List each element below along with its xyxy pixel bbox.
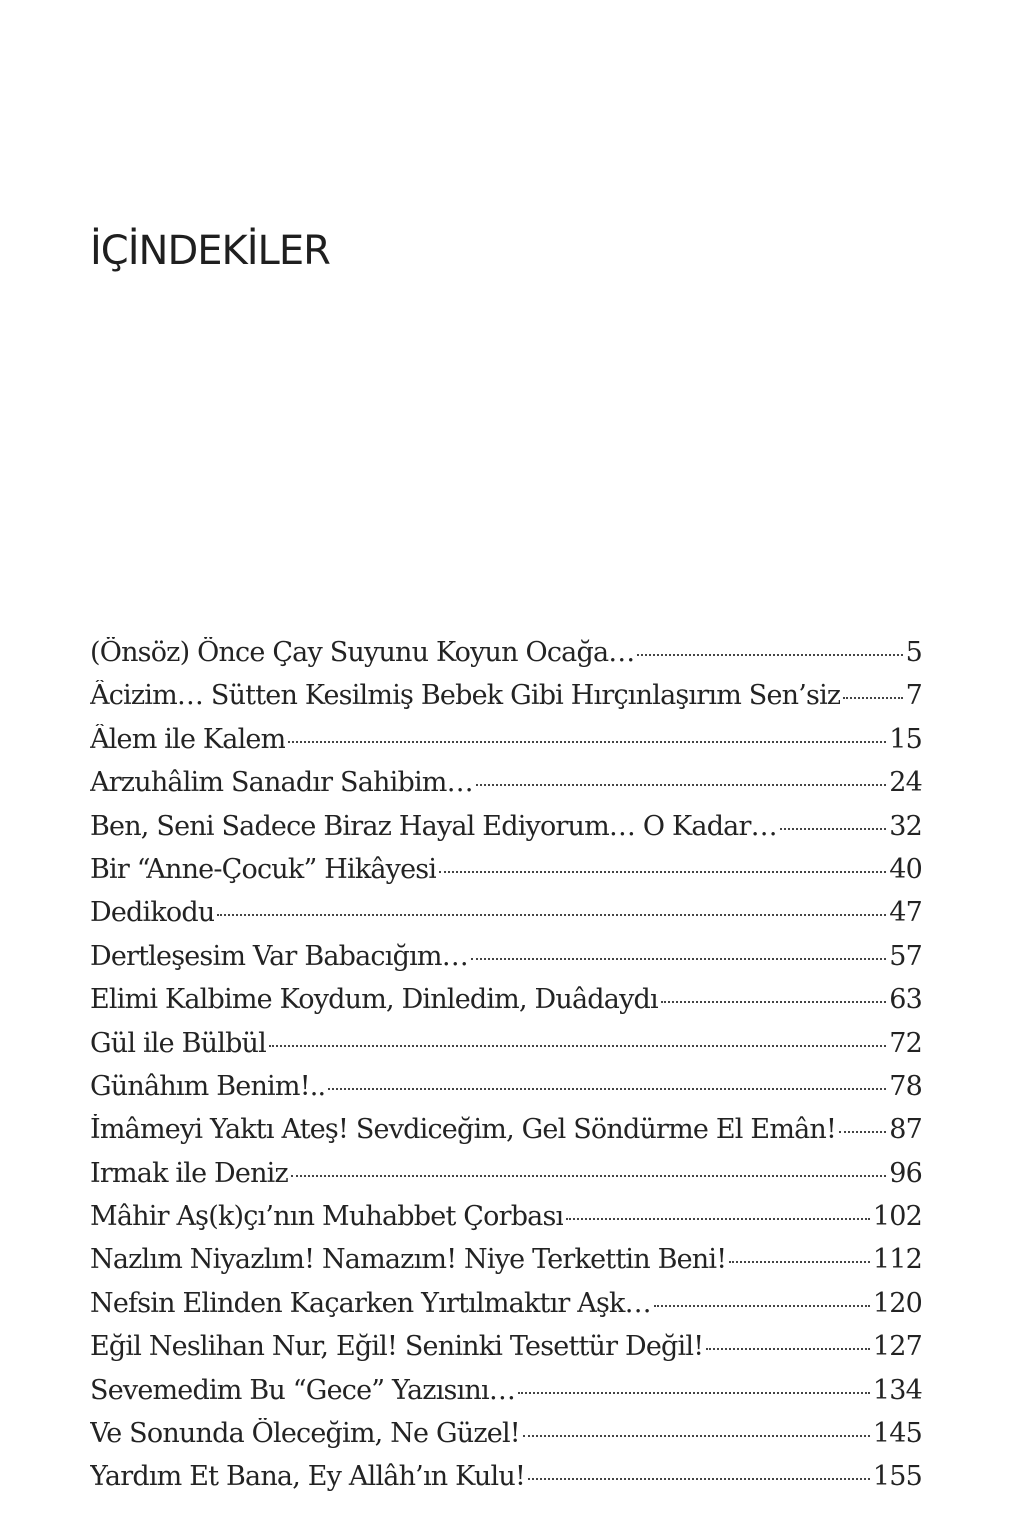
dot-leader [471,958,886,960]
toc-page-number: 127 [872,1331,922,1363]
toc-page-number: 63 [889,984,922,1016]
dot-leader [839,1131,886,1133]
dot-leader [637,654,902,656]
toc-entry [90,1201,922,1244]
dot-leader [843,697,902,699]
toc-entry [90,1244,922,1287]
dot-leader [217,914,886,916]
toc-page-number: 112 [872,1244,922,1276]
dot-leader [729,1261,870,1263]
toc-entry-title: Âlem ile Kalem [90,723,286,755]
toc-page-number: 47 [889,897,922,929]
toc-page-number: 40 [889,853,922,885]
toc-entry [90,941,922,984]
dot-leader [661,1001,886,1003]
page-title: İÇİNDEKİLER [90,228,330,274]
toc-entry-title: (Önsöz) Önce Çay Suyunu Koyun Ocağa… [90,637,635,668]
dot-leader [654,1305,870,1307]
dot-leader [476,784,886,786]
dot-leader [528,1478,870,1480]
toc-page-number: 145 [872,1418,922,1450]
toc-entry-title: Âcizim… Sütten Kesilmiş Bebek Gibi Hırçınlaşırım Sen’siz [90,680,841,712]
toc-entry-title: Arzuhâlim Sanadır Sahibim… [90,767,473,799]
toc-page-number: 102 [872,1201,922,1233]
toc-page-number: 87 [889,1114,922,1146]
toc-page-number: 72 [889,1027,922,1059]
toc-entry [90,680,922,723]
toc-entry [90,1331,922,1374]
toc-entry [90,1114,922,1157]
toc-entry-title: Mâhir Aş(k)çı’nın Muhabbet Çorbası [90,1201,564,1233]
toc-entry [90,897,922,940]
toc-entry-title: Dedikodu [90,897,215,929]
toc-entry [90,811,922,854]
toc-entry-title: Ben, Seni Sadece Biraz Hayal Ediyorum… O Kadar… [90,810,777,842]
toc-entry-title: Sevemedim Bu “Gece” Yazısını… [90,1374,516,1406]
toc-page-number: 5 [905,637,922,668]
toc-page-number: 7 [905,680,922,712]
toc-entry [90,724,922,767]
toc-entry-title: İmâmeyi Yaktı Ateş! Sevdiceğim, Gel Söndürme El Emân! [90,1114,837,1146]
toc-entry-title: Irmak ile Deniz [90,1157,288,1189]
dot-leader [566,1218,869,1220]
toc-entry-title: Ve Sonunda Öleceğim, Ne Güzel! [90,1418,520,1450]
toc-entry [90,854,922,897]
dot-leader [518,1392,870,1394]
toc-page-number: 57 [889,940,922,972]
toc-entry [90,767,922,810]
toc-entry [90,1288,922,1331]
toc-entry [90,1158,922,1201]
dot-leader [291,1175,886,1177]
toc-entry [90,1418,922,1461]
dot-leader [328,1088,886,1090]
toc-page-number: 32 [889,810,922,842]
toc-page-number: 15 [889,723,922,755]
toc-entry-title: Nefsin Elinden Kaçarken Yırtılmaktır Aşk… [90,1287,651,1319]
toc-entry-title: Nazlım Niyazlım! Namazım! Niye Terkettin Beni! [90,1244,727,1276]
table-of-contents [90,637,922,1505]
toc-entry-title: Elimi Kalbime Koydum, Dinledim, Duâdaydı [90,984,658,1016]
toc-page-number: 96 [889,1157,922,1189]
dot-leader [269,1045,886,1047]
toc-entry-title: Dertleşesim Var Babacığım… [90,940,468,972]
toc-page-number: 120 [872,1287,922,1319]
dot-leader [706,1348,870,1350]
dot-leader [288,741,886,743]
toc-entry [90,1071,922,1114]
dot-leader [780,828,886,830]
toc-page-number: 78 [889,1070,922,1102]
toc-entry-title: Yardım Et Bana, Ey Allâh’ın Kulu! [90,1461,525,1493]
toc-entry [90,637,922,680]
dot-leader [439,871,886,873]
toc-entry [90,984,922,1027]
toc-entry [90,1028,922,1071]
toc-entry-title: Eğil Neslihan Nur, Eğil! Seninki Tesettür Değil! [90,1331,704,1363]
toc-page-number: 134 [872,1374,922,1406]
toc-entry [90,1375,922,1418]
toc-page-number: 24 [889,767,922,799]
toc-entry-title: Gül ile Bülbül [90,1027,266,1059]
toc-entry [90,1461,922,1504]
dot-leader [523,1435,870,1437]
toc-entry-title: Günâhım Benim!.. [90,1070,326,1102]
toc-page-number: 155 [872,1461,922,1493]
toc-entry-title: Bir “Anne-Çocuk” Hikâyesi [90,853,437,885]
